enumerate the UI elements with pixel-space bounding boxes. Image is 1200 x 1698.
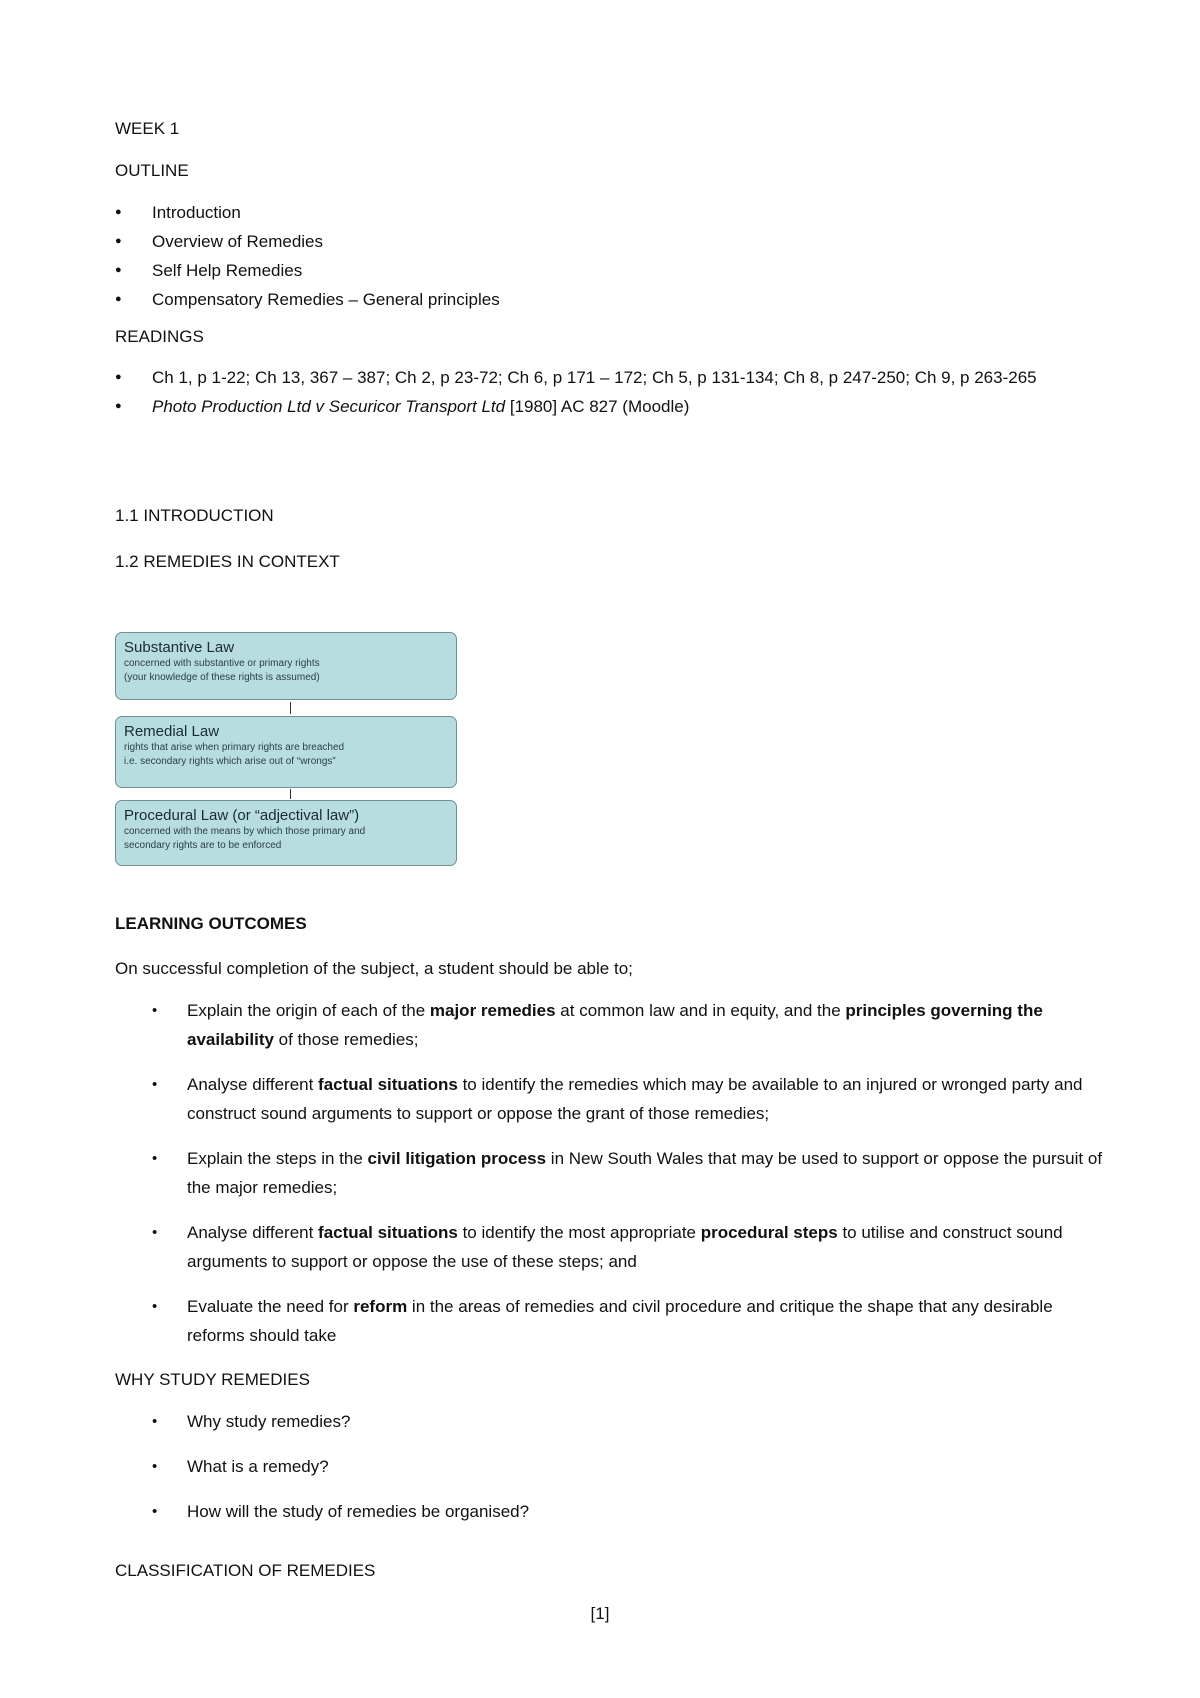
procedural-law-box xyxy=(115,800,457,866)
section-introduction: 1.1 INTRODUCTION xyxy=(115,506,274,525)
box-text: rights that arise when primary rights are breached xyxy=(124,742,345,753)
week-heading: WEEK 1 xyxy=(115,119,180,138)
box-title: Substantive Law xyxy=(124,639,235,656)
page-number: [1] xyxy=(590,1604,610,1623)
box-text: concerned with substantive or primary rights xyxy=(124,658,320,669)
list-item: • Why study remedies? xyxy=(150,1407,1107,1436)
list-item: • What is a remedy? xyxy=(150,1452,1107,1481)
list-item: ● Introduction xyxy=(115,198,500,227)
list-item: • Evaluate the need for reform in the areas of remedies and civil procedure and critique the shape that any desirable reforms should take xyxy=(150,1292,1107,1350)
list-item: • How will the study of remedies be organised? xyxy=(150,1497,1107,1526)
readings-list xyxy=(115,363,1112,421)
outline-list xyxy=(115,198,500,314)
remedies-context-diagram xyxy=(115,628,465,868)
outline-heading: OUTLINE xyxy=(115,161,189,180)
connector-line xyxy=(290,789,291,799)
list-item: • Explain the origin of each of the major remedies at common law and in equity, and the principles governing the availability of those remedies; xyxy=(150,996,1107,1054)
list-item: • Explain the steps in the civil litigation process in New South Wales that may be used to support or oppose the pursuit of the major remedies; xyxy=(150,1144,1107,1202)
list-item: ● Overview of Remedies xyxy=(115,227,500,256)
classification-heading: CLASSIFICATION OF REMEDIES xyxy=(115,1561,376,1580)
box-text: i.e. secondary rights which arise out of “wrongs” xyxy=(124,756,336,767)
list-item: • Analyse different factual situations to identify the remedies which may be available to an injured or wronged party and construct sound arguments to support or oppose the grant of those remedies; xyxy=(150,1070,1107,1128)
box-text: concerned with the means by which those primary and xyxy=(124,826,366,837)
list-item: ● Compensatory Remedies – General principles xyxy=(115,285,500,314)
box-text: (your knowledge of these rights is assumed) xyxy=(124,672,320,683)
remedial-law-box xyxy=(115,716,457,788)
why-study-list xyxy=(150,1407,1107,1542)
why-study-heading: WHY STUDY REMEDIES xyxy=(115,1370,310,1389)
list-item: ● Self Help Remedies xyxy=(115,256,500,285)
learning-outcomes-intro: On successful completion of the subject, a student should be able to; xyxy=(115,959,633,978)
section-remedies-in-context: 1.2 REMEDIES IN CONTEXT xyxy=(115,552,340,571)
learning-outcomes-list xyxy=(150,996,1107,1366)
list-item: • Analyse different factual situations to identify the most appropriate procedural steps to utilise and construct sound arguments to support or oppose the use of these steps; and xyxy=(150,1218,1107,1276)
box-text: secondary rights are to be enforced xyxy=(124,840,282,851)
readings-heading: READINGS xyxy=(115,327,204,346)
connector-line xyxy=(290,702,291,714)
case-citation: [1980] AC 827 (Moodle) xyxy=(505,397,690,416)
case-name: Photo Production Ltd v Securicor Transport Ltd xyxy=(152,397,506,416)
box-title: Procedural Law (or “adjectival law”) xyxy=(124,807,360,824)
learning-outcomes-heading: LEARNING OUTCOMES xyxy=(115,914,307,933)
box-title: Remedial Law xyxy=(124,723,220,740)
substantive-law-box xyxy=(115,632,457,700)
list-item xyxy=(115,392,1112,421)
list-item: ● Ch 1, p 1-22; Ch 13, 367 – 387; Ch 2, p 23-72; Ch 6, p 171 – 172; Ch 5, p 131-134; Ch 8, p 247-250; Ch 9, p 263-265 xyxy=(115,363,1112,392)
